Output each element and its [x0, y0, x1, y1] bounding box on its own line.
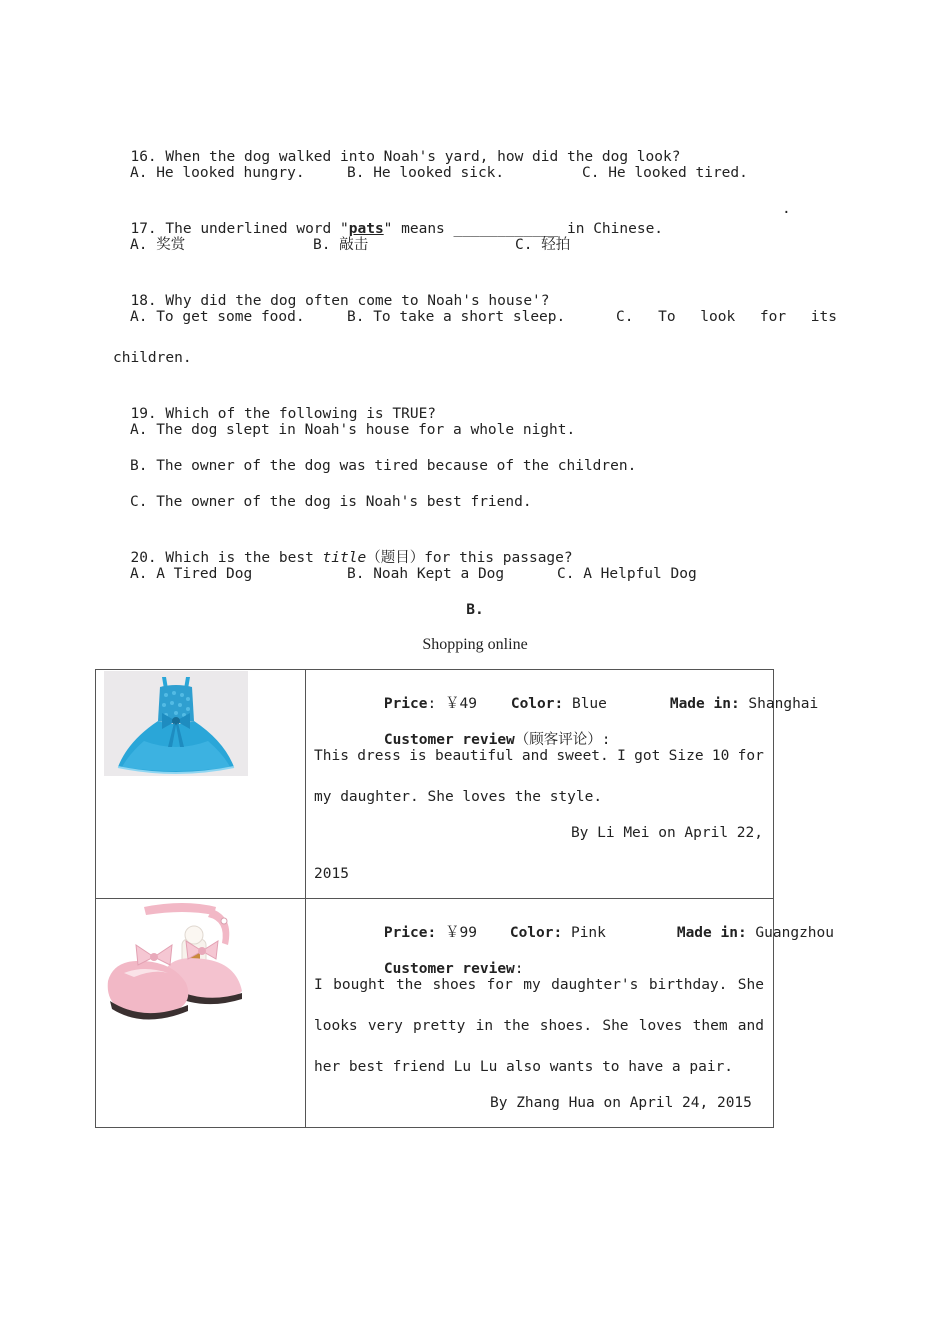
- section-title: Shopping online: [422, 636, 528, 653]
- table-row: [96, 899, 774, 1128]
- question-16: [113, 127, 680, 167]
- question-text-rest: means ____________ in Chinese.: [392, 221, 664, 237]
- quote-mark: ": [383, 221, 393, 237]
- q20-option-a: A. A Tired Dog: [130, 566, 253, 582]
- q19-option-c: C. The owner of the dog is Noah's best friend.: [130, 494, 532, 510]
- word: got: [634, 748, 661, 764]
- made-in-value: Guangzhou: [746, 925, 834, 941]
- color-value: Pink: [562, 925, 606, 941]
- made-in-field: [600, 674, 818, 734]
- question-text: Why did the dog often come to Noah's house'?: [165, 293, 550, 309]
- q18-option-c: [616, 307, 837, 327]
- word: shoes.: [539, 1018, 593, 1034]
- q19-option-b: B. The owner of the dog was tired because of the children.: [130, 458, 637, 474]
- question-text: Which of the following is TRUE?: [165, 406, 437, 422]
- question-text-rest: （题目）for this passage?: [366, 550, 573, 566]
- word: She: [602, 1018, 629, 1034]
- blue-dress-image-icon: [104, 671, 248, 776]
- review-label: Customer review: [383, 732, 515, 748]
- review-suffix: （顾客评论）:: [514, 732, 611, 748]
- italic-word: title: [322, 550, 367, 566]
- word: Size: [668, 748, 704, 764]
- q19-option-a: A. The dog slept in Noah's house for a whole night.: [130, 422, 576, 438]
- question-text: When the dog walked into Noah's yard, how did the dog look?: [165, 149, 681, 165]
- word: daughter's: [551, 977, 639, 993]
- word: I: [617, 748, 626, 764]
- word: To: [658, 309, 676, 325]
- color-label: Color:: [509, 925, 563, 941]
- review-line: my daughter. She loves the style.: [314, 789, 603, 805]
- question-number: 20.: [130, 550, 157, 566]
- q16-option-b: B. He looked sick.: [347, 165, 505, 181]
- question-number: 17.: [130, 221, 157, 237]
- word: very: [367, 1018, 403, 1034]
- price-value: ￥49: [436, 696, 477, 712]
- color-label: Color:: [510, 696, 564, 712]
- price-colon: :: [427, 696, 437, 712]
- question-text: The underlined word: [165, 221, 341, 237]
- word: shoes: [432, 977, 477, 993]
- made-in-value: Shanghai: [739, 696, 819, 712]
- made-in-field: [607, 903, 834, 963]
- word: its: [810, 309, 837, 325]
- review-line: [314, 975, 764, 995]
- word: birthday.: [648, 977, 728, 993]
- word: I: [314, 977, 323, 993]
- word: the: [503, 1018, 530, 1034]
- word: looks: [314, 1018, 358, 1034]
- q20-option-c: C. A Helpful Dog: [557, 566, 697, 582]
- question-17: [113, 199, 663, 239]
- section-label: B.: [466, 602, 484, 618]
- color-value: Blue: [563, 696, 607, 712]
- review-suffix: :: [514, 961, 524, 977]
- word: is: [409, 748, 427, 764]
- q17-option-c: C. 轻拍: [515, 237, 571, 253]
- question-18: [113, 271, 550, 311]
- word: C.: [616, 309, 634, 325]
- question-number: 16.: [130, 149, 157, 165]
- review-line: [314, 1016, 764, 1036]
- question-19: [113, 384, 436, 424]
- price-label: Price:: [383, 925, 437, 941]
- word: dress: [357, 748, 401, 764]
- q20-option-b: B. Noah Kept a Dog: [347, 566, 505, 582]
- q18-option-c-wrap: children.: [113, 350, 192, 366]
- review-byline: By Zhang Hua on April 24, 2015: [490, 1095, 752, 1111]
- review-label: Customer review: [383, 961, 515, 977]
- word: my: [523, 977, 541, 993]
- word: for: [737, 748, 764, 764]
- word: for: [759, 309, 787, 325]
- word: the: [395, 977, 423, 993]
- pink-shoes-image-icon: [104, 899, 246, 1027]
- question-text: Which is the best: [165, 550, 323, 566]
- q18-option-a: A. To get some food.: [130, 309, 305, 325]
- word: them: [692, 1018, 728, 1034]
- question-number: 19.: [130, 406, 157, 422]
- q18-option-b: B. To take a short sleep.: [347, 309, 566, 325]
- word: sweet.: [556, 748, 609, 764]
- word: and: [521, 748, 549, 764]
- word: This: [314, 748, 349, 764]
- underlined-word: pats: [348, 221, 384, 237]
- made-in-label: Made in:: [676, 925, 747, 941]
- q17-option-b: B. 敲击: [313, 237, 369, 253]
- word: for: [486, 977, 513, 993]
- made-in-label: Made in:: [669, 696, 740, 712]
- word: beautiful: [434, 748, 514, 764]
- review-line: [314, 746, 764, 766]
- question-20: [113, 528, 573, 568]
- table-row: [96, 670, 774, 899]
- trailing-dot: .: [782, 201, 791, 217]
- product-table: [95, 669, 834, 1128]
- price-value: ￥99: [436, 925, 477, 941]
- product-image-cell: [96, 899, 306, 1128]
- word: 10: [711, 748, 730, 764]
- word: in: [475, 1018, 494, 1034]
- question-number: 18.: [130, 293, 157, 309]
- word: pretty: [413, 1018, 466, 1034]
- product-image-cell: [96, 670, 306, 899]
- price-label: Price: [383, 696, 428, 712]
- review-byline: By Li Mei on April 22,: [570, 825, 763, 841]
- product-info-cell: [306, 670, 819, 899]
- review-line: her best friend Lu Lu also wants to have a pair.: [314, 1059, 734, 1075]
- word: look: [700, 309, 736, 325]
- quote-mark: ": [340, 221, 349, 237]
- word: loves: [638, 1018, 683, 1034]
- word: She: [737, 977, 764, 993]
- review-byline-year: 2015: [314, 866, 349, 882]
- q17-option-a: A. 奖赏: [130, 237, 186, 253]
- q16-option-a: A. He looked hungry.: [130, 165, 305, 181]
- q16-option-c: C. He looked tired.: [582, 165, 748, 181]
- product-info-cell: [306, 899, 834, 1128]
- word: and: [737, 1018, 764, 1034]
- word: bought: [333, 977, 386, 993]
